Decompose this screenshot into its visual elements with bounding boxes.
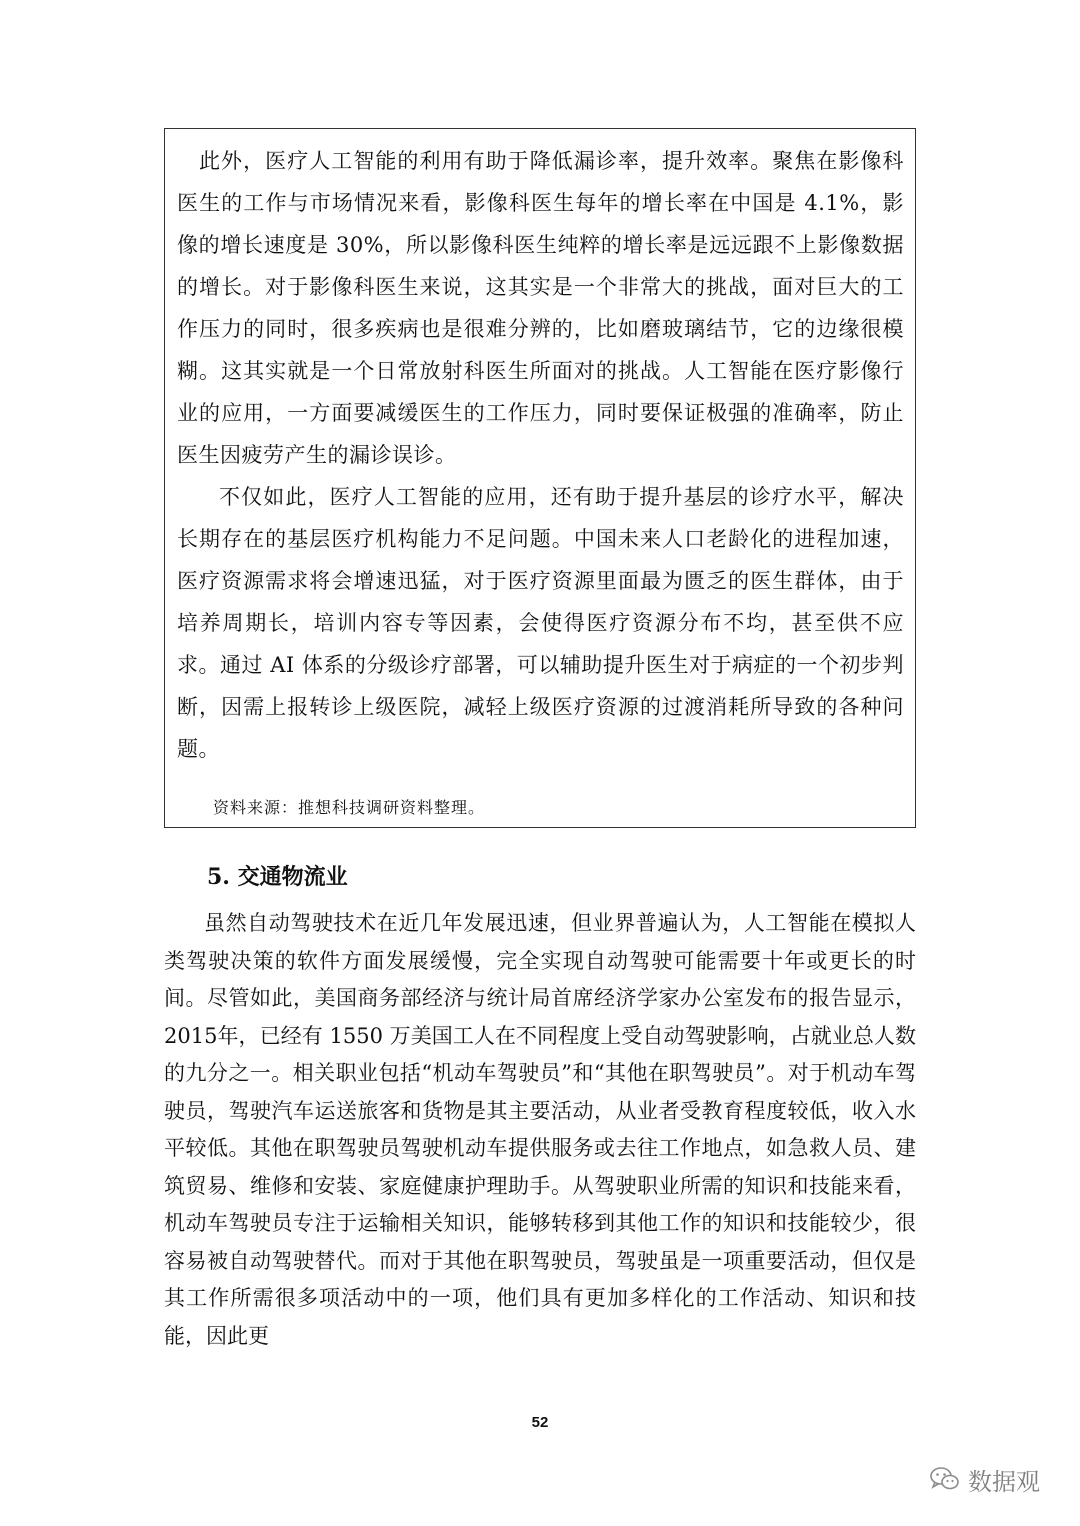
source-note: 资料来源：推想科技调研资料整理。 bbox=[213, 798, 486, 817]
wechat-icon bbox=[930, 1466, 960, 1492]
section-heading: 5. 交通物流业 bbox=[207, 864, 348, 890]
page-number: 52 bbox=[531, 1414, 549, 1431]
boxed-text-block bbox=[164, 128, 916, 828]
watermark-text: 数据观 bbox=[968, 1467, 1040, 1496]
box-paragraph-1: 此外，医疗人工智能的利用有助于降低漏诊率，提升效率。聚焦在影像科医生的工作与市场情况来看，影像科医生每年的增长率在中国是 4.1%，影像的增长速度是 30%，所以影像科医生纯粹的增长率是远远跟不上影像数据的增长。对于影像科医生来说，这其实是一个非常大的挑战，面对巨大的工作压力的同时，很多疾病也是很难分辨的，比如磨玻璃结节，它的边缘很模糊。这其实就是一个日常放射科医生所面对的挑战。人工智能在医疗影像行业的应用，一方面要减缓医生的工作压力，同时要保证极强的准确率，防止医生因疲劳产生的漏诊误诊。 bbox=[177, 149, 904, 467]
box-paragraph-2: 不仅如此，医疗人工智能的应用，还有助于提升基层的诊疗水平，解决长期存在的基层医疗机构能力不足问题。中国未来人口老龄化的进程加速，医疗资源需求将会增速迅猛，对于医疗资源里面最为匮乏的医生群体，由于培养周期长，培训内容专等因素，会使得医疗资源分布不均，甚至供不应求。通过 AI 体系的分级诊疗部署，可以辅助提升医生对于病症的一个初步判断，因需上报转诊上级医院，减轻上级医疗资源的过渡消耗所导致的各种问题。 bbox=[177, 485, 904, 761]
watermark bbox=[930, 1460, 1040, 1498]
body-paragraph: 虽然自动驾驶技术在近几年发展迅速，但业界普遍认为，人工智能在模拟人类驾驶决策的软件方面发展缓慢，完全实现自动驾驶可能需要十年或更长的时间。尽管如此，美国商务部经济与统计局首席经济学家办公室发布的报告显示，2015年，已经有 1550 万美国工人在不同程度上受自动驾驶影响，占就业总人数的九分之一。相关职业包括“机动车驾驶员”和“其他在职驾驶员”。对于机动车驾驶员，驾驶汽车运送旅客和货物是其主要活动，从业者受教育程度较低，收入水平较低。其他在职驾驶员驾驶机动车提供服务或去往工作地点，如急救人员、建筑贸易、维修和安装、家庭健康护理助手。从驾驶职业所需的知识和技能来看，机动车驾驶员专注于运输相关知识，能够转移到其他工作的知识和技能较少，很容易被自动驾驶替代。而对于其他在职驾驶员，驾驶虽是一项重要活动，但仅是其工作所需很多项活动中的一项，他们具有更加多样化的工作活动、知识和技能，因此更 bbox=[164, 911, 916, 1348]
